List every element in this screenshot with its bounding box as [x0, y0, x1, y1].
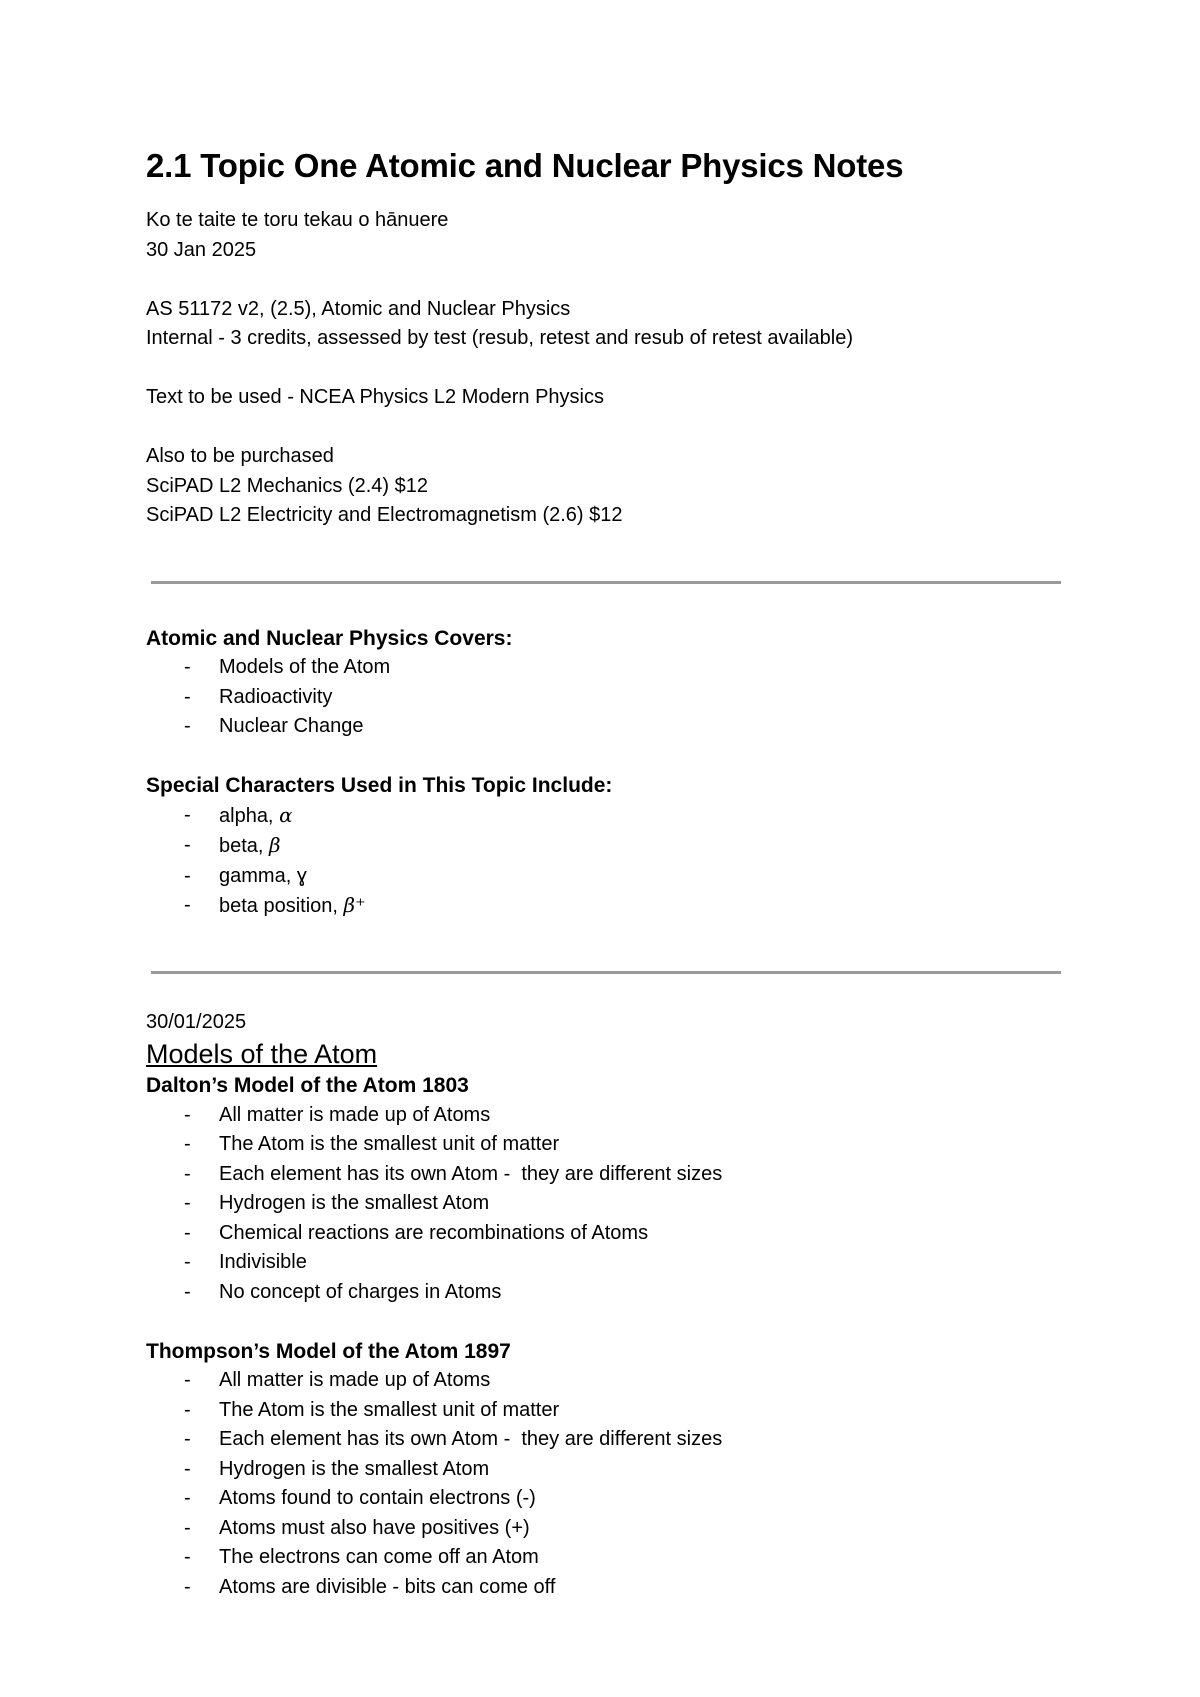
list-item: - Chemical reactions are recombinations of Atoms [184, 1221, 649, 1244]
list-item: - Atoms must also have positives (+) [184, 1516, 530, 1539]
list-item: - All matter is made up of Atoms [184, 1369, 491, 1391]
list-item: - Radioactivity [184, 685, 333, 708]
beta-plus-symbol: β⁺ [343, 893, 366, 917]
list-item: - alpha, α [184, 802, 293, 827]
purchase-item: SciPAD L2 Mechanics (2.4) $12 [146, 474, 428, 497]
special-characters-heading: Special Characters Used in This Topic Include: [146, 774, 613, 797]
purchase-item: SciPAD L2 Electricity and Electromagnetism (2.6) $12 [146, 504, 623, 526]
list-item: - No concept of charges in Atoms [184, 1280, 502, 1303]
dalton-list [146, 1101, 1066, 1308]
page-title: 2.1 Topic One Atomic and Nuclear Physics Notes [146, 147, 904, 184]
models-heading: Models of the Atom [146, 1039, 378, 1069]
list-item: - Each element has its own Atom - they are different sizes [184, 1162, 723, 1185]
list-item: - The Atom is the smallest unit of matter [184, 1133, 560, 1155]
list-item: - Each element has its own Atom - they are different sizes [184, 1428, 723, 1450]
assessment-info: Internal - 3 credits, assessed by test (resub, retest and resub of retest available) [146, 327, 854, 349]
list-item: - Models of the Atom [184, 656, 391, 678]
list-item: - Atoms are divisible - bits can come off [184, 1575, 556, 1598]
document-page [146, 140, 1066, 1602]
models-date: 30/01/2025 [146, 1010, 247, 1033]
purchase-heading: Also to be purchased [146, 445, 334, 467]
list-item: - Nuclear Change [184, 715, 364, 737]
list-item: - The Atom is the smallest unit of matter [184, 1398, 560, 1421]
textbook-line: Text to be used - NCEA Physics L2 Modern Physics [146, 386, 604, 408]
special-characters-list [146, 801, 1066, 922]
covers-list [146, 653, 1066, 742]
thompson-list [146, 1366, 1066, 1602]
list-item: - Hydrogen is the smallest Atom [184, 1457, 490, 1480]
list-item: - beta position, β⁺ [184, 893, 366, 917]
list-item: - Indivisible [184, 1251, 307, 1273]
alpha-symbol: α [279, 802, 293, 827]
list-item: - gamma, ɣ [184, 864, 307, 887]
beta-symbol: β [269, 833, 281, 857]
list-item: - Atoms found to contain electrons (-) [184, 1487, 536, 1509]
dalton-heading: Dalton’s Model of the Atom 1803 [146, 1074, 469, 1097]
list-item: - beta, β [184, 833, 281, 857]
list-item: - The electrons can come off an Atom [184, 1546, 539, 1568]
list-item: - Hydrogen is the smallest Atom [184, 1192, 490, 1214]
gamma-symbol: ɣ [296, 864, 307, 887]
date-english: 30 Jan 2025 [146, 238, 257, 261]
list-item: - All matter is made up of Atoms [184, 1103, 491, 1126]
covers-heading: Atomic and Nuclear Physics Covers: [146, 626, 513, 650]
date-maori: Ko te taite te toru tekau o hānuere [146, 209, 449, 231]
thompson-heading: Thompson’s Model of the Atom 1897 [146, 1339, 511, 1363]
standard-code: AS 51172 v2, (2.5), Atomic and Nuclear Physics [146, 297, 571, 320]
